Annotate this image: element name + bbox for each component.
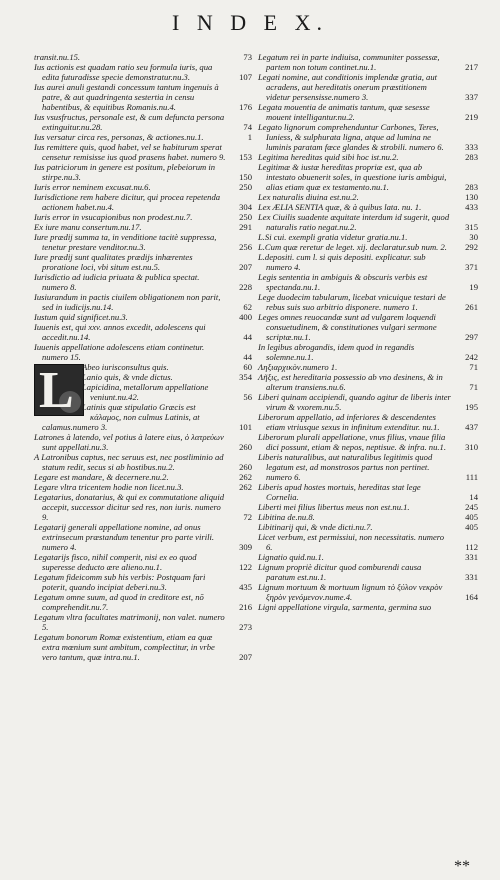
entry-text: Licet verbum, est permissiui, non necessitatis. numero 6.	[258, 532, 445, 552]
entry-text: Legatarius, donatarius, & qui ex commutatione aliquid accepit, successor dicitur sed res, non iuris. numero 9.	[34, 492, 225, 522]
entry-page-number: 291	[239, 222, 252, 232]
index-title: I N D E X.	[172, 10, 328, 35]
entry-page-number: 292	[465, 242, 478, 252]
index-entry	[34, 292, 252, 312]
entry-page-number: 262	[239, 472, 252, 482]
entry-page-number: 228	[239, 282, 252, 292]
index-entry	[258, 152, 478, 162]
entry-text: Iusiurandum in pactis ciuilem obligationem non parit, sed in iudicijs.nu.14.	[34, 292, 221, 312]
entry-text: Iustum quid significet.nu.3.	[34, 312, 128, 322]
entry-text: Legatarij generali appellatione nomine, ad onus extrinsecum præstandum tenentur pro parte virili. numero 4.	[34, 522, 215, 552]
entry-page-number: 437	[465, 422, 478, 432]
entry-page-number: 73	[243, 52, 252, 62]
index-entry	[34, 372, 252, 382]
entry-page-number: 207	[239, 652, 252, 662]
entry-text: Legatum vltra facultates matrimonij, non valet. numero 5.	[34, 612, 225, 632]
entry-page-number: 19	[469, 282, 478, 292]
index-entry	[34, 322, 252, 342]
entry-page-number: 260	[239, 442, 252, 452]
entry-page-number: 400	[239, 312, 252, 322]
entry-page-number: 1	[247, 132, 252, 142]
entry-text: Ex iure manu consertum.nu.17.	[34, 222, 142, 232]
entry-text: Legis sententia in ambiguis & obscuris verbis est spectanda.nu.1.	[258, 272, 428, 292]
index-entry	[258, 602, 478, 612]
entry-page-number: 44	[243, 332, 252, 342]
entry-page-number: 72	[243, 512, 252, 522]
entry-text: Latrones à latendo, vel potius à latere eius, ὁ λατρεύων sunt appellati.nu.3.	[34, 432, 224, 452]
index-entry	[34, 632, 252, 662]
entry-page-number: 242	[465, 352, 478, 362]
index-entry	[34, 552, 252, 572]
index-entry	[34, 232, 252, 252]
entry-text: Iurisdictio ad iudicia priuata & publica spectat. numero 8.	[34, 272, 200, 292]
index-entry	[258, 272, 478, 292]
section-l-block	[34, 362, 252, 432]
index-entry	[34, 482, 252, 492]
entry-text: Lignatio quid.nu.1.	[258, 552, 324, 562]
index-entry	[34, 342, 252, 362]
entry-text: Legare vltra tricentem hodie non licet.nu.3.	[34, 482, 184, 492]
entry-page-number: 60	[243, 362, 252, 372]
entry-text: Lex naturalis diuina est.nu.2.	[258, 192, 359, 202]
entry-page-number: 122	[239, 562, 252, 572]
entry-page-number: 250	[239, 212, 252, 222]
index-entry	[258, 502, 478, 512]
entry-page-number: 304	[239, 202, 252, 212]
entry-text: Lignum mortuum & mortuum lignum τὸ ξύλον νεκρὸν ξηρὸν γενόμενον.nume.4.	[258, 582, 443, 602]
entry-text: Legare est mandare, & decernere.nu.2.	[34, 472, 169, 482]
index-entry	[258, 162, 478, 192]
index-entry	[258, 452, 478, 482]
index-entry	[258, 392, 478, 412]
entry-page-number: 62	[243, 302, 252, 312]
index-entry	[34, 382, 252, 402]
entry-page-number: 435	[239, 582, 252, 592]
entry-text: Liberorum appellatio, ad inferiores & descendentes etiam vtriusque sexus in infinitum extenditur. nu.1.	[258, 412, 440, 432]
entry-text: Ius actionis est quadam ratio seu formula iuris, qua edita futuradisse specie demonstratur.nu.3.	[34, 62, 213, 82]
entry-text: Lignum propriè dicitur quod comburendi causa paratum est.nu.1.	[258, 562, 422, 582]
index-entry	[34, 432, 252, 452]
index-entry	[34, 222, 252, 232]
entry-text: L.Si cui. exempli gratia videtur gratia.nu.1.	[258, 232, 408, 242]
entry-text: Legitimæ & iustæ hereditas propriæ est, qua ab intestato obuenerit soles, in questione iuris ambigui, alias etiam quæ ex testamento.nu.1.	[258, 162, 447, 192]
entry-page-number: 176	[239, 102, 252, 112]
entry-page-number: 44	[243, 352, 252, 362]
right-column	[258, 52, 478, 860]
entry-page-number: 107	[239, 72, 252, 82]
index-entry	[258, 292, 478, 312]
entry-page-number: 217	[465, 62, 478, 72]
entry-page-number: 283	[465, 152, 478, 162]
index-entry	[34, 362, 252, 372]
entry-text: Iuuenis appellatione adolescens etiam continetur. numero 15.	[34, 342, 205, 362]
entry-text: Lex ÆLIA SENTIA quæ, & à quibus lata. nu. 1.	[258, 202, 422, 212]
entry-page-number: 216	[239, 602, 252, 612]
index-entry	[34, 492, 252, 522]
entry-page-number: 164	[465, 592, 478, 602]
index-entry	[258, 362, 478, 372]
entry-page-number: 112	[465, 542, 478, 552]
entry-text: L.Cum quæ reretur de leget. xij. declaratur.sub num. 2.	[258, 242, 447, 252]
entry-page-number: 207	[239, 262, 252, 272]
index-entry	[34, 522, 252, 552]
entry-text: Iuris error neminem excusat.nu.6.	[34, 182, 151, 192]
entry-page-number: 261	[465, 302, 478, 312]
entry-text: Ligni appellatione virgula, sarmenta, germina suo	[258, 602, 432, 612]
entry-page-number: 30	[469, 232, 478, 242]
entry-page-number: 71	[469, 362, 478, 372]
index-entry	[258, 212, 478, 232]
left-column	[34, 52, 252, 860]
entry-text: Lege duodecim tabularum, licebat vnicuique testari de rebus suis suo arbitrio disponere. numero 1.	[258, 292, 446, 312]
entry-text: Libitinarij qui, & vnde dicti.nu.7.	[258, 522, 373, 532]
entry-page-number: 315	[465, 222, 478, 232]
entry-page-number: 354	[239, 372, 252, 382]
entry-text: Legatum omne suum, ad quod in creditore est, nō comprehendit.nu.7.	[34, 592, 204, 612]
entry-text: Legitima hereditas quid sibi hoc ist.nu.2.	[258, 152, 399, 162]
entry-text: Liberis naturalibus, aut naturalibus legitimis quod legatum est, ad monstrosos partus non pertinet. numero 6.	[258, 452, 433, 482]
entry-text: Λῆξις, est hereditaria possessio ab vno desinens, & in alterum transiens.nu.6.	[258, 372, 443, 392]
index-entry	[258, 582, 478, 602]
index-entry	[258, 202, 478, 212]
index-entry	[258, 252, 478, 272]
entry-text: Legatum rei in parte indiuisa, communiter possessæ, partem non totum continet.nu.1.	[258, 52, 440, 72]
page-header	[0, 6, 500, 40]
index-entry	[34, 62, 252, 82]
entry-text: Liberis apud hostes mortuis, hereditas stat lege Cornelia.	[258, 482, 421, 502]
entry-text: Liberti mei filius libertus meus non est.nu.1.	[258, 502, 410, 512]
entry-text: Iure prædij sunt qualitates prædijs inhærentes proratione loci, vbi situm est.nu.5.	[34, 252, 193, 272]
index-entry	[34, 192, 252, 212]
index-entry	[258, 552, 478, 562]
entry-text: L.depositi. cum l. si quis depositi. explicatur. sub numero 4.	[258, 252, 426, 272]
entry-page-number: 130	[465, 192, 478, 202]
entry-page-number: 111	[465, 472, 478, 482]
index-entry	[258, 312, 478, 342]
entry-text: Legato lignorum comprehenduntur Carbones, Teres, Iuniess, & sulphurata ligna, atque ad lumina ne luminis paratam fæce glandes & strobili. numero 6.	[258, 122, 444, 152]
entry-text: Latinis quæ stipulatio Græcis est κάλαμος, non culmus Latinis, at calamus.numero 3.	[42, 402, 200, 432]
index-entry	[34, 312, 252, 322]
index-entry	[258, 412, 478, 432]
index-entry	[258, 192, 478, 202]
entry-text: Ius versatur circa res, personas, & actiones.nu.1.	[34, 132, 204, 142]
entry-page-number: 297	[465, 332, 478, 342]
index-entry	[34, 132, 252, 142]
index-entry	[258, 522, 478, 532]
index-entry	[34, 82, 252, 112]
entry-page-number: 195	[465, 402, 478, 412]
entry-page-number: 371	[465, 262, 478, 272]
index-entry	[258, 122, 478, 152]
entry-text: Lex Ciuilis suadente æquitate interdum id sugerit, quod naturalis ratio negat.nu.2.	[258, 212, 450, 232]
entry-text: Libitina de.nu.8.	[258, 512, 315, 522]
index-entry	[34, 52, 252, 62]
entry-text: Legatum fideicomm sub his verbis: Postquam fari poterit, quando incipiat deberi.nu.3.	[34, 572, 206, 592]
index-entry	[258, 532, 478, 552]
entry-text: A Latronibus captus, nec seruus est, nec postliminio ad statum redit, secus si ab hostibus.nu.2.	[34, 452, 224, 472]
entry-text: Lanio quis, & vnde dictus.	[82, 372, 173, 382]
index-entry	[34, 452, 252, 472]
entry-text: Ius vsusfructus, personale est, & cum defuncta persona extinguitur.nu.28.	[34, 112, 225, 132]
index-entry	[34, 252, 252, 272]
entry-page-number: 56	[243, 392, 252, 402]
index-entry	[258, 512, 478, 522]
entry-page-number: 262	[239, 482, 252, 492]
entry-text: Leges omnes reuocandæ sunt ad vulgarem loquendi consuetudinem, & constitutiones vulgari sermone scriptæ.nu.1.	[258, 312, 437, 342]
entry-text: Iuuenis est, qui xxv. annos excedit, adolescens qui accedit.nu.14.	[34, 322, 206, 342]
index-entry	[258, 242, 478, 252]
index-entry	[258, 232, 478, 242]
entry-page-number: 74	[243, 122, 252, 132]
index-entry	[34, 212, 252, 222]
entry-text: Legati nomine, aut conditionis implendæ gratia, aut acradens, aut hereditatis onerum præstitionem videtur persensisse.numero 3.	[258, 72, 438, 102]
index-entry	[34, 162, 252, 182]
entry-page-number: 331	[465, 552, 478, 562]
index-entry	[34, 112, 252, 132]
entry-text: Ληξιαρχικὸν.numero 1.	[258, 362, 338, 372]
entry-text: transit.nu.15.	[34, 52, 81, 62]
entry-page-number: 283	[465, 182, 478, 192]
entry-text: In legibus abrogandis, idem quod in regandis solemne.nu.1.	[258, 342, 415, 362]
entry-page-number: 71	[469, 382, 478, 392]
index-entry	[34, 182, 252, 192]
initial-letter: L	[39, 364, 74, 416]
entry-page-number: 331	[465, 572, 478, 582]
index-entry	[258, 52, 478, 72]
entry-text: Abeo iurisconsultus quis.	[82, 362, 169, 372]
index-entry	[258, 482, 478, 502]
entry-page-number: 433	[465, 202, 478, 212]
entry-text: Ius remittere quis, quod habet, vel se habiturum sperat censetur remisisse ius quod prasens habet. numero 9.	[34, 142, 226, 162]
entry-page-number: 405	[465, 522, 478, 532]
index-entry	[34, 612, 252, 632]
entry-page-number: 245	[465, 502, 478, 512]
entry-page-number: 273	[239, 622, 252, 632]
index-entry	[34, 472, 252, 482]
entry-page-number: 153	[239, 152, 252, 162]
index-entry	[258, 102, 478, 122]
entry-text: Ius aurei anuli gestandi concessum tantum ingenuis à patre, & aut quadringenta sestertia in censu habentibus, & equitibus Romanis.nu.4.	[34, 82, 219, 112]
entry-text: Iurisdictione rem habere dicitur, qui procea repetenda actionem habet.nu.4.	[34, 192, 221, 212]
entry-page-number: 256	[239, 242, 252, 252]
index-entry	[258, 562, 478, 582]
entry-text: Iuris error in vsucapionibus non prodest.nu.7.	[34, 212, 193, 222]
index-entry	[34, 592, 252, 612]
entry-text: Iure prædij summa ta, in venditione tacitè suppressa, tenetur prestare venditor.nu.3.	[34, 232, 217, 252]
entry-page-number: 150	[239, 172, 252, 182]
entry-text: Legatarijs fisco, nihil comperit, nisi ex eo quod superesse deducto ære alieno.nu.1.	[34, 552, 197, 572]
entry-text: Ius patriciorum in genere est positum, plebeiorum in stirpe.nu.3.	[34, 162, 216, 182]
entry-page-number: 250	[239, 182, 252, 192]
index-entry	[34, 142, 252, 162]
entry-page-number: 309	[239, 542, 252, 552]
entry-text: Lapicidina, metallorum appellatione veniunt.nu.42.	[82, 382, 209, 402]
entry-text: Legatum bonorum Romæ existentium, etiam ea quæ extra mœnium sunt ambitum, complectitur, in vrbe vero tantum, quæ intra.nu.1.	[34, 632, 215, 662]
entry-page-number: 310	[465, 442, 478, 452]
entry-page-number: 333	[465, 142, 478, 152]
index-entry	[34, 272, 252, 292]
index-entry	[258, 72, 478, 102]
signature-mark: **	[454, 858, 470, 875]
entry-text: Legata mouentia de animatis tantum, quæ sesesse mouent intelligantur.nu.2.	[258, 102, 430, 122]
entry-page-number: 14	[469, 492, 478, 502]
entry-page-number: 101	[239, 422, 252, 432]
entry-text: Liberorum plurali appellatione, vnus filius, vnaue filia dici possunt, etiam & nepos, neptisue. & infra. nu.1.	[258, 432, 446, 452]
entry-page-number: 260	[239, 462, 252, 472]
entry-page-number: 405	[465, 512, 478, 522]
entry-text: Liberi quinam accipiendi, quando agitur de liberis inter virum & vxorem.nu.5.	[258, 392, 451, 412]
index-entry	[34, 572, 252, 592]
index-entry	[34, 402, 252, 432]
entry-page-number: 337	[465, 92, 478, 102]
index-entry	[258, 432, 478, 452]
entry-page-number: 219	[465, 112, 478, 122]
index-entry	[258, 372, 478, 392]
index-entry	[258, 342, 478, 362]
